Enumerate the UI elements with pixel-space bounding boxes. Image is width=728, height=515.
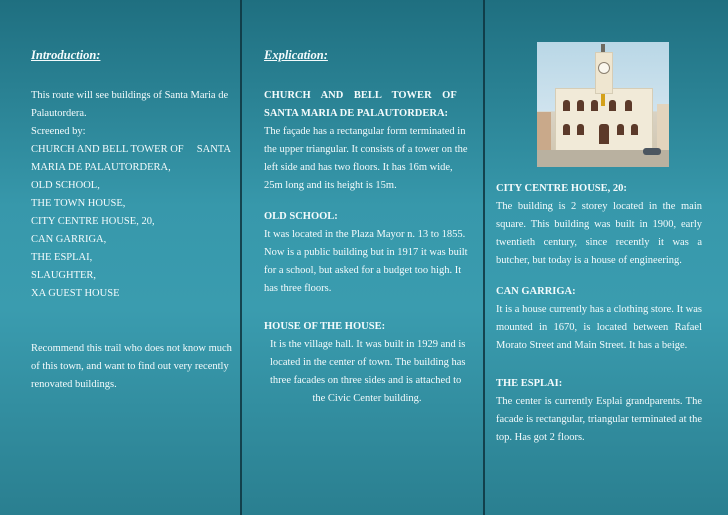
esplai-text-line: The center is currently Esplai grandparents. The [496, 396, 702, 407]
centre-text-line: The building is 2 storey located in the main [496, 201, 702, 212]
old-school-title: OLD SCHOOL: [264, 211, 338, 222]
route-item: CAN GARRIGA, [31, 234, 107, 245]
church-title: CHURCH AND BELL TOWER OF [264, 90, 457, 101]
esplai-title: THE ESPLAI: [496, 378, 563, 389]
centre-text-line: butcher, but today is a house of engineering. [496, 255, 682, 266]
introduction-column [0, 0, 241, 515]
school-text-line: Now is a public building but in 1917 it was built [264, 247, 468, 258]
garriga-text-line: Morato Street and Main Street. It has a beige. [496, 340, 688, 351]
recommend-text-line: renovated buildings. [31, 379, 117, 390]
route-item: MARIA DE PALAUTORDERA, [31, 162, 171, 173]
school-text-line: It was located in the Plaza Mayor n. 13 to 1855. [264, 229, 466, 240]
buildings-column [484, 0, 728, 515]
intro-text-line: Palautordera. [31, 108, 87, 119]
church-text-line: 25m long and its height is 15m. [264, 180, 397, 191]
centre-text-line: twentieth century, since recently it was a [496, 237, 702, 248]
house-text-line: the Civic Center building. [312, 393, 422, 404]
route-item: SLAUGHTER, [31, 270, 97, 281]
recommend-text-line: Recommend this trail who does not know much [31, 343, 232, 354]
intro-text-line: This route will see buildings of Santa Maria de [31, 90, 229, 101]
route-item: XA GUEST HOUSE [31, 288, 120, 299]
church-text-line: the upper triangular. It consists of a tower on the [264, 144, 468, 155]
route-item: THE ESPLAI, [31, 252, 93, 263]
introduction-heading: Introduction: [31, 48, 101, 62]
centre-text-line: square. This building was built in 1900, early [496, 219, 702, 230]
garriga-text-line: It is a house currently has a clothing store. It was [496, 304, 702, 315]
route-item: CITY CENTRE HOUSE, 20, [31, 216, 155, 227]
recommend-text-line: of this town, and want to find out very recently [31, 361, 229, 372]
school-text-line: has three floors. [264, 283, 332, 294]
house-title: HOUSE OF THE HOUSE: [264, 321, 386, 332]
can-garriga-title: CAN GARRIGA: [496, 286, 576, 297]
esplai-text-line: facade is rectangular, triangular terminated at the [496, 414, 702, 425]
garriga-text-line: mounted in 1670, is located between Rafael [496, 322, 702, 333]
church-text-line: left side and has two floors. It has 16m wide, [264, 162, 453, 173]
route-item: THE TOWN HOUSE, [31, 198, 126, 209]
house-text-line: It is the village hall. It was built in 1929 and is [270, 339, 466, 350]
house-text-line: three facades on three sides and is attached to [270, 375, 462, 386]
school-text-line: for a school, but asked for a budget too high. It [264, 265, 462, 276]
route-item: OLD SCHOOL, [31, 180, 100, 191]
church-title: SANTA MARIA DE PALAUTORDERA: [264, 108, 449, 119]
route-item: CHURCH AND BELL TOWER OF SANTA [31, 144, 231, 155]
explication-heading: Explication: [264, 48, 328, 62]
town-hall-photo [537, 42, 669, 167]
esplai-text-line: top. Has got 2 floors. [496, 432, 585, 443]
house-text-line: located in the center of town. The building has [270, 357, 466, 368]
clock-icon [598, 62, 610, 74]
city-centre-title: CITY CENTRE HOUSE, 20: [496, 183, 627, 194]
screened-by-label: Screened by: [31, 126, 86, 137]
flag-icon [601, 94, 605, 106]
explication-column [241, 0, 484, 515]
church-text-line: The façade has a rectangular form terminated in [264, 126, 466, 137]
